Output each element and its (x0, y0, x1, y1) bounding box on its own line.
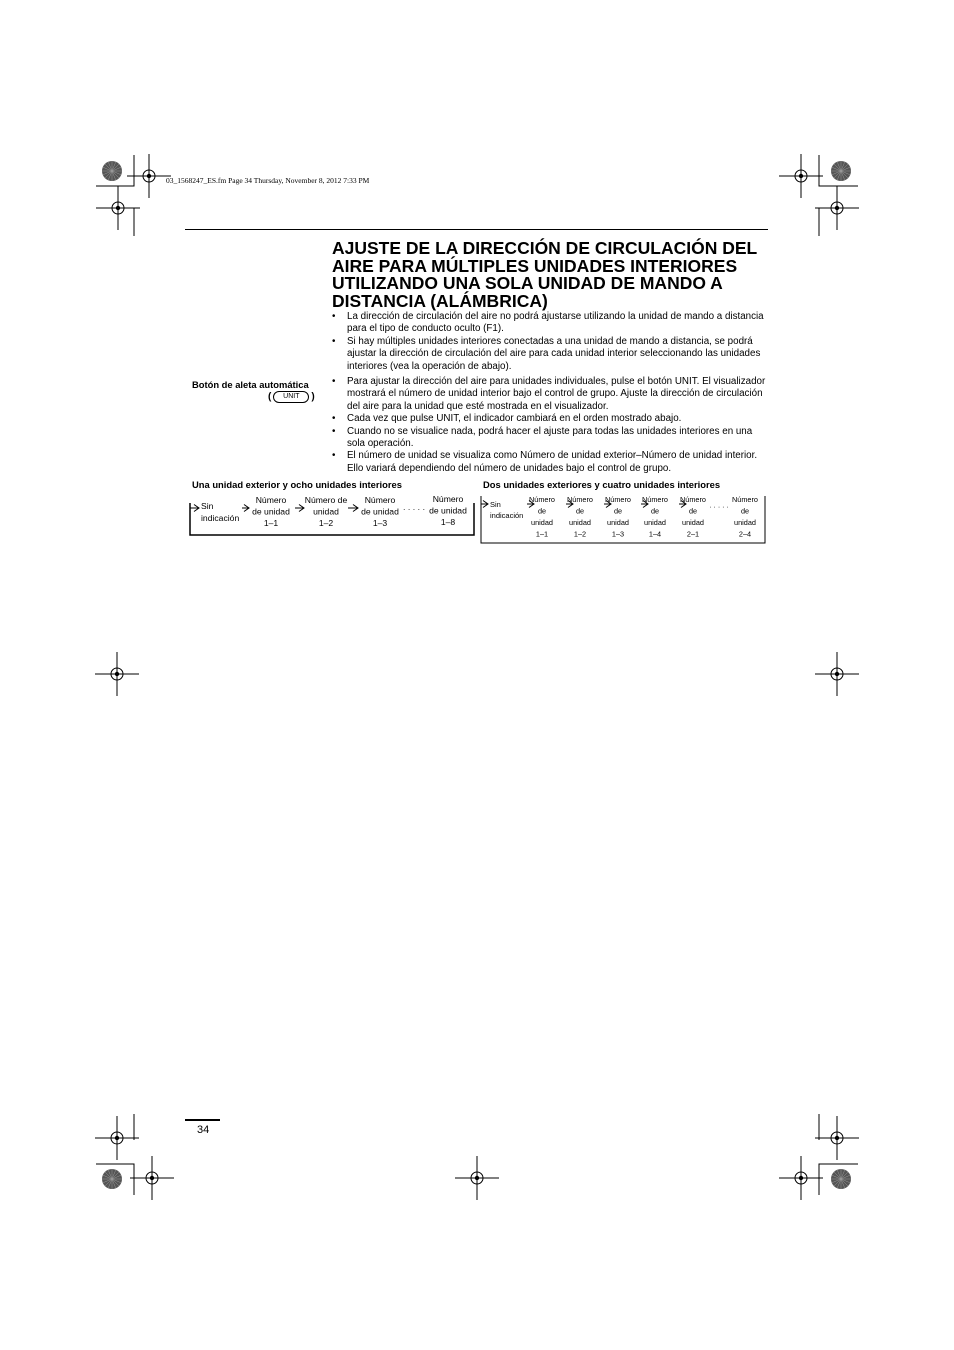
registration-disc-icon (831, 161, 851, 181)
paren-open: ( (268, 391, 272, 403)
registration-crosshair-icon (130, 1156, 174, 1200)
ellipsis-dots: · · · · · (709, 504, 729, 511)
ellipsis-dots: · · · · · (402, 505, 426, 514)
bullet-item: • El número de unidad se visualiza como Número de unidad exterior–Número de unidad interior. Ello variará dependiendo del número de unidades bajo el control de grupo. (332, 450, 772, 475)
unit-number-label: Número de unidad 1–3 (605, 495, 631, 539)
sidebar-button-label: Botón de aleta automática (192, 379, 309, 390)
bullet-item: • Cuando no se visualice nada, podrá hacer el ajuste para todas las unidades interiores en una sola operación. (332, 426, 772, 451)
file-header: 03_1568247_ES.fm Page 34 Thursday, November 8, 2012 7:33 PM (166, 176, 370, 185)
bullet-item: • Cada vez que pulse UNIT, el indicador cambiará en el orden mostrado abajo. (332, 413, 772, 425)
unit-number-label: Número de unidad 2–1 (680, 495, 706, 539)
unit-number-label: Número de unidad 1–2 (304, 495, 348, 528)
bullet-item: • La dirección de circulación del aire no podrá ajustarse utilizando la unidad de mando a distancia para el tipo de conducto oculto (F1). (332, 311, 772, 336)
registration-disc-icon (102, 161, 122, 181)
unit-number-label: Número de unidad 1–2 (567, 495, 593, 539)
unit-button-icon: UNIT (273, 391, 309, 403)
unit-number-label: Número de unidad 1–1 (252, 495, 290, 528)
registration-crosshair-icon (815, 186, 859, 230)
unit-number-label: Número de unidad 2–4 (732, 495, 758, 539)
registration-crosshair-icon (815, 652, 859, 696)
page-number: 34 (197, 1124, 210, 1136)
registration-disc-icon (831, 1169, 851, 1189)
unit-number-label: Número de unidad 1–4 (642, 495, 668, 539)
paren-close: ) (311, 391, 315, 403)
registration-crosshair-icon (455, 1156, 499, 1200)
registration-crosshair-icon (779, 1156, 823, 1200)
start-label: Sin indicación (201, 501, 240, 523)
start-label: Sin indicación (490, 500, 524, 520)
section-title: AJUSTE DE LA DIRECCIÓN DE CIRCULACIÓN DEL AIRE PARA MÚLTIPLES UNIDADES INTERIORES UTILIZANDO UNA SOLA UNIDAD DE MANDO A DISTANCIA (ALÁMBRICA) (332, 238, 757, 311)
registration-crosshair-icon (95, 652, 139, 696)
registration-crosshair-icon (96, 186, 140, 230)
bullet-item: • Para ajustar la dirección del aire para unidades individuales, pulse el botón UNIT. El visualizador mostrará el número de unidad interior bajo el control de grupo. Ajuste la dirección de circulación del aire para la unidad que esté mostrada en el visualizador. (332, 376, 772, 413)
registration-crosshair-icon (815, 1116, 859, 1160)
bullet-item: • Si hay múltiples unidades interiores conectadas a una unidad de mando a distancia, se podrá ajustar la dirección de circulación del aire para cada unidad interior seleccionando las unidades interiores (vea la operación de abajo). (332, 336, 772, 373)
unit-number-label: Número de unidad 1–8 (429, 494, 467, 527)
registration-disc-icon (102, 1169, 122, 1189)
diagram-right-title: Dos unidades exteriores y cuatro unidades interiores (483, 479, 721, 490)
registration-crosshair-icon (779, 154, 823, 198)
diagram-left-title: Una unidad exterior y ocho unidades interiores (192, 479, 402, 490)
registration-crosshair-icon (95, 1116, 139, 1160)
unit-number-label: Número de unidad 1–1 (529, 495, 555, 539)
unit-number-label: Número de unidad 1–3 (361, 495, 399, 528)
